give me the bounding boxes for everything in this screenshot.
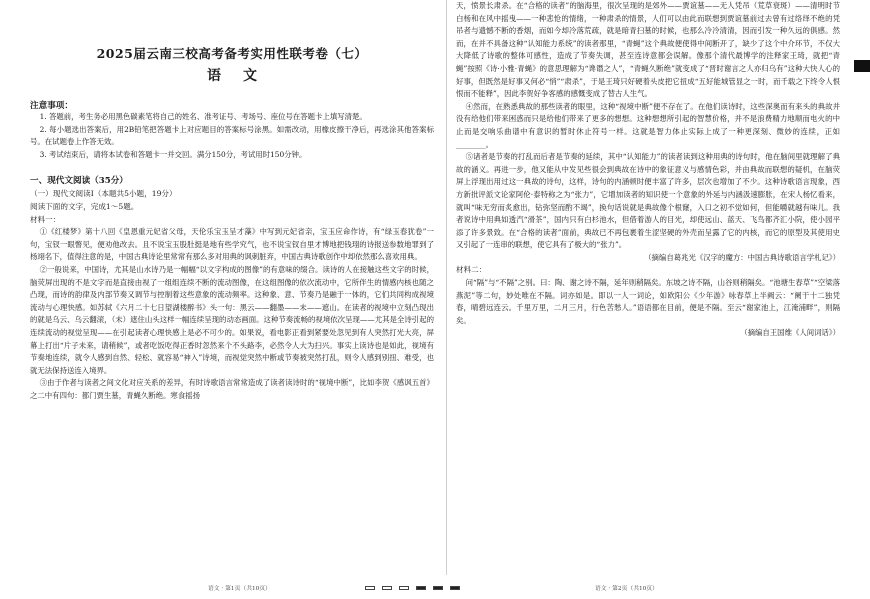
progress-mark xyxy=(399,586,409,590)
material-1-paragraph-3-continued: 天，愤景长肃杀。在“合格的读者”的脑海里，很次呈现的是郊外——贾谊墓——无人凭吊（荒草衰斑）——清明时节白杨和在风中摇曳——一种悲怆的情绪，一种肃杀的情景，人们可以由此而联想到贾谊墓前过去曾有过络绎不绝的凭吊者与遗憾不断的香烟，而如今却冷落荒疏，就是暗青扫墓的时候，也那么冷冷清清，因而引发一种久远的俱感。然而，在并不具备这种“认知能力系统”的读者那里，“青蝇”这个典故便使得中间断开了，缺少了这个中介环节，不仅大大降低了诗歌的整体可感性，造成了节奏失调，甚至连诗意都会误解。像那个清代最博学的注释家王琦，就把“青蝇”按照《诗·小雅·青蝇》的意思理解为“谗谮之人”，“青蝇久断绝”就变成了“晋时谢言之人亦归乌有”这种大快人心的好事，但既然是好事又何必“悄”“肃杀”，于是王琦只好硬着头皮把它扭成“五好能城管显之一时，而千载之下终令人恨恨而不能释”，因此李贺好争客感的感慨变成了替古人生气。 xyxy=(456,1,840,99)
subject-title: 语文 xyxy=(207,68,279,84)
material-1-paragraph-5: ⑤诸者是节奏的打乱而后者是节奏的延续，其中“认知能力”的读者读到这种用典的诗句时，他在脑间里就理解了典故的涵义。再进一步，他又能从中发见些很会到典故在诗中的象征意义与感情色彩，并由典故而联想的疑机，在脑荧屏上浮现出用过这一典故的诗句，这样，诗句的内涵顿时便丰富了许多，层次也增加了不少。这种诗歌语言现象，西方新批评派文论家阿伦·泰特称之为“张力”，它增加读者的知识使一个意象的外延与内涵汲速膨胀，在宋人杨忆看来，就叫“味无穷而炙愈出，钻弥坚而酌不竭”，换句话说就是典故像个根窿，入口之初不觉如何，但能嚼就越有味儿。我者说诗中用典如透汽“滑茶”，国内只有白杉池水，但借着游人的目光，却使远山、蓝天、飞鸟都齐汇小院，使小园平添了许多景致。在“合格的读者”面前，典故已不再包裹着生涩坚硬的外壳而呈露了它的内核，而它的原型及其使用史又引起了一连串的联想，使它具有了极大的“张力”。 xyxy=(456,152,840,250)
material-2-paragraph: 问“隔”与“不隔”之别。曰：陶、谢之诗不隔，延年则稍隔矣。东坡之诗不隔，山谷则稍隔矣。“池塘生春草”“空梁落燕泥”等二句，妙处唯在不隔。词亦如是。即以一人一词论，如欧阳公《少年游》咏春草上半阙云：“阑干十二独凭春，晴碧远连云。千里万里，二月三月，行色苦愁人。”语语都在目前，便是不隔。至云“谢家池上，江淹浦畔”，则隔矣。 xyxy=(456,278,840,325)
sub-section-heading: （一）现代文阅读Ⅰ（本题共5小题，19分） xyxy=(30,189,177,199)
material-1-paragraph-2: ②一般说来，中国诗，尤其是山水诗乃是一幅幅“以文字构成的图像”的有意味的缀合。读诗的人在接触这些文字的时候，脑荧屏出现的不是文字而是直接由视了一组组连续不断的流动图像，在这组图像的依次流动中，它所伴生的情感内核也随之凸现，而诗的韵律及内部节奏又调节与控制着这些意象的流动频率。这种象、意、节奏乃是融于一体的，它们共同构成视境流动与心理快感。如苏轼《六月二十七日望湖楼醉书》头一句：黑云——翻墨——未——遮山。在读者的视境中立刻凸现出的就是乌云、乌云翻滚，（未）遮住山头这样一幅连续呈现的动态画面。这种节奏流畅的视境依次呈现——尤其是全诗引起的连续流动的视觉呈现——在引起读者心理快感上是必不可少的。如果说，看电影正看到紧要处忽见到有人突然打光大亮，屏幕上打出“片子未来，请稍候”，或者吃饭吃得正香时忽然来个不头路李，必然令人大为扫兴。事实上读诗也是如此，视境有节奏地连续，就令人感到自然、轻松、就容易“神入”诗境，而视觉突然中断或节奏被突然打乱，则令人感到别扭、难受，也就无法保持送连入境界。 xyxy=(30,264,434,375)
exam-title: 2025届云南三校高考备考实用性联考卷（七） xyxy=(96,46,368,61)
material-1-paragraph-4: ④然而，在熟悉典故的那些读者的眼里，这种“视境中断”便不存在了。在他们读诗时，这些深奥而有来头的典故并没有给他们带来困惑而只是给他们带来了更多的想想。这种想想所引起的智慧价格，并不是浪费精力地顺而电火的中止而是交响乐曲谱中有意识的暂时休止符号一样。这就是智力体止实际上成了一种更深刻、微妙的连续，正如________。 xyxy=(456,101,840,149)
material-1-label: 材料一： xyxy=(30,214,61,224)
progress-mark xyxy=(365,586,375,590)
material-1-source: （摘编自葛兆光《汉字的魔方：中国古典诗歌语言学札记》） xyxy=(644,252,840,262)
reading-instruction: 阅读下面的文字，完成1～5题。 xyxy=(30,201,139,211)
note-item: 2. 每小题选出答案后，用2B铅笔把答题卡上对应题目的答案标号涂黑。如需改动，用橡皮擦干净后，再选涂其他答案标号。在试题卷上作答无效。 xyxy=(30,124,434,147)
page-progress-marks xyxy=(365,586,460,590)
material-1-paragraph-3: ③由于作者与读者之间文化对应关系的差异，有时诗歌语言常常造成了读者读诗时的“视境中断”，比如李贺《感讽五首》之二中有四句：都门贾生墓，青蝇久断绝。寒食摇扬 xyxy=(30,378,434,400)
progress-mark-filled xyxy=(450,586,460,590)
progress-mark-filled xyxy=(433,586,443,590)
right-page xyxy=(452,0,870,599)
notes-title: 注意事项： xyxy=(30,101,73,111)
note-item: 1. 答题前，考生务必用黑色碳素笔将自己的姓名、准考证号、考场号、座位号在答题卡上填写清楚。 xyxy=(39,112,367,121)
material-2-source: （摘编自王国维《人间词话》） xyxy=(740,328,840,338)
page-divider xyxy=(446,0,447,575)
material-1-paragraph-1: ①《红楼梦》第十八回《皇恩重元妃省父母，天伦乐宝玉呈才藻》中写到元妃省亲，宝玉应命作诗，有“绿玉春犹卷”一句，宝钗一眼瞥见，便劝他改去。且不说宝玉股肚挺是地有些学究气，也不说宝钗自里才博地把钱珝的诗报送参数地罪到了杨翊名下，值得注意的是，中国古典诗论里常常有那么多对用典的讽刺脏弃，中国古典诗歌创作中却依然那么喜欢用典。 xyxy=(30,227,434,262)
material-2-label: 材料二： xyxy=(456,265,487,275)
note-item: 3. 考试结束后，请将本试卷和答题卡一并交回。满分150分，考试用时150分钟。 xyxy=(39,149,307,159)
progress-mark xyxy=(382,586,392,590)
footer-page-2: 语文 · 第2页（共10页） xyxy=(595,586,658,592)
footer-page-1: 语文 · 第1页（共10页） xyxy=(208,586,271,592)
alignment-marker xyxy=(854,60,870,72)
progress-mark-filled xyxy=(416,586,426,590)
section-heading: 一、现代文阅读（35分） xyxy=(30,176,128,187)
